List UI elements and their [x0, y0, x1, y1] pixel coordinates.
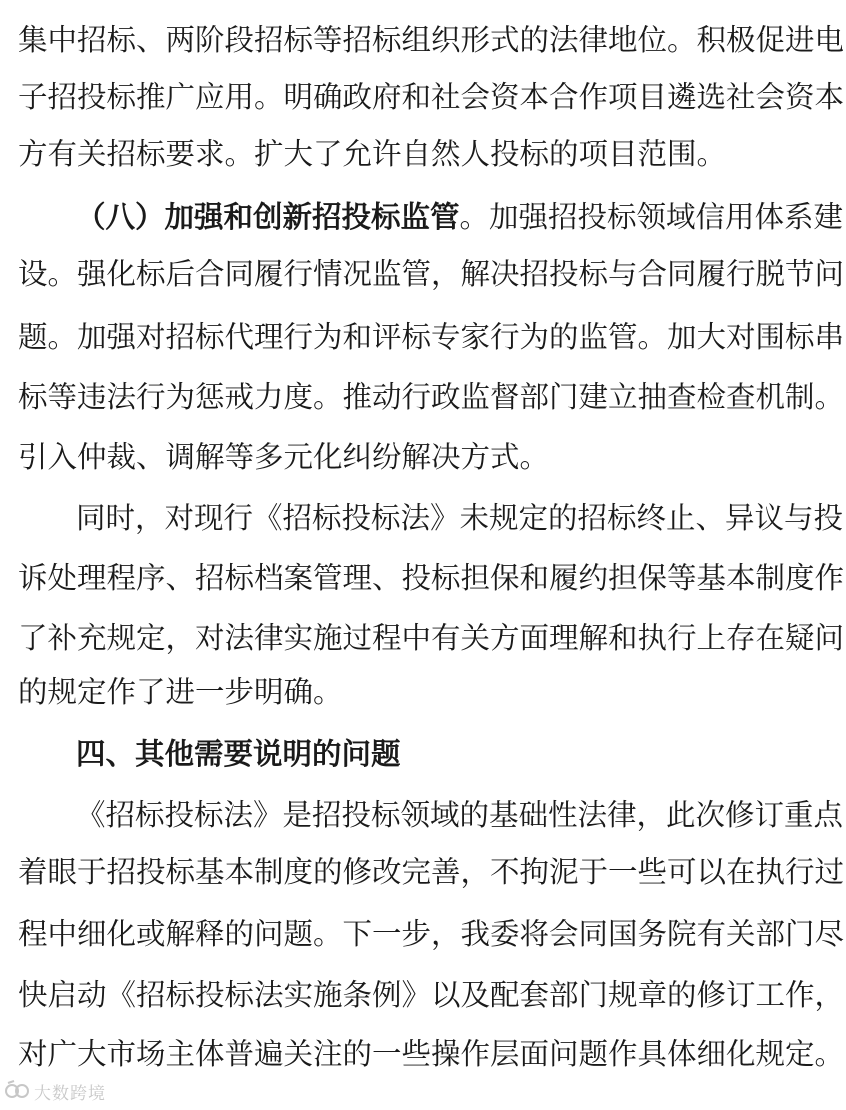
paragraph-line: 集中招标、两阶段招标等招标组织形式的法律地位。积极促进电 [18, 23, 845, 57]
paragraph-line: 程中细化或解释的问题。下一步，我委将会同国务院有关部门尽 [18, 917, 845, 951]
paragraph-line: 着眼于招投标基本制度的修改完善，不拘泥于一些可以在执行过 [18, 855, 845, 889]
paragraph-line: 设。强化标后合同履行情况监管，解决招投标与合同履行脱节问 [18, 257, 845, 291]
paragraph-text: 。加强招投标领域信用体系建 [459, 200, 844, 234]
paragraph-line: 《招标投标法》是招投标领域的基础性法律，此次修订重点 [76, 798, 844, 832]
paragraph-line: 方有关招标要求。扩大了允许自然人投标的项目范围。 [18, 137, 727, 171]
paragraph-line: 的规定作了进一步明确。 [18, 675, 343, 709]
section-heading: 四、其他需要说明的问题 [76, 737, 401, 771]
logo-icon [4, 1079, 30, 1103]
paragraph-line: 标等违法行为惩戒力度。推动行政监督部门建立抽查检查机制。 [18, 380, 845, 414]
subsection-lead: （八）加强和创新招投标监管 [76, 200, 460, 234]
paragraph-line: 子招投标推广应用。明确政府和社会资本合作项目遴选社会资本 [18, 80, 845, 114]
watermark [4, 1077, 106, 1105]
paragraph-line: 对广大市场主体普遍关注的一些操作层面问题作具体细化规定。 [18, 1037, 845, 1071]
paragraph-line: 快启动《招标投标法实施条例》以及配套部门规章的修订工作， [18, 978, 845, 1012]
paragraph-line: 题。加强对招标代理行为和评标专家行为的监管。加大对围标串 [18, 320, 845, 354]
paragraph-line-with-lead [76, 189, 844, 245]
watermark-text: 大数跨境 [34, 1083, 106, 1104]
paragraph-line: 引入仲裁、调解等多元化纠纷解决方式。 [18, 440, 550, 474]
paragraph-line: 同时，对现行《招标投标法》未规定的招标终止、异议与投 [76, 501, 844, 535]
paragraph-line: 诉处理程序、招标档案管理、投标担保和履约担保等基本制度作 [18, 561, 845, 595]
paragraph-line: 了补充规定，对法律实施过程中有关方面理解和执行上存在疑问 [18, 621, 845, 655]
